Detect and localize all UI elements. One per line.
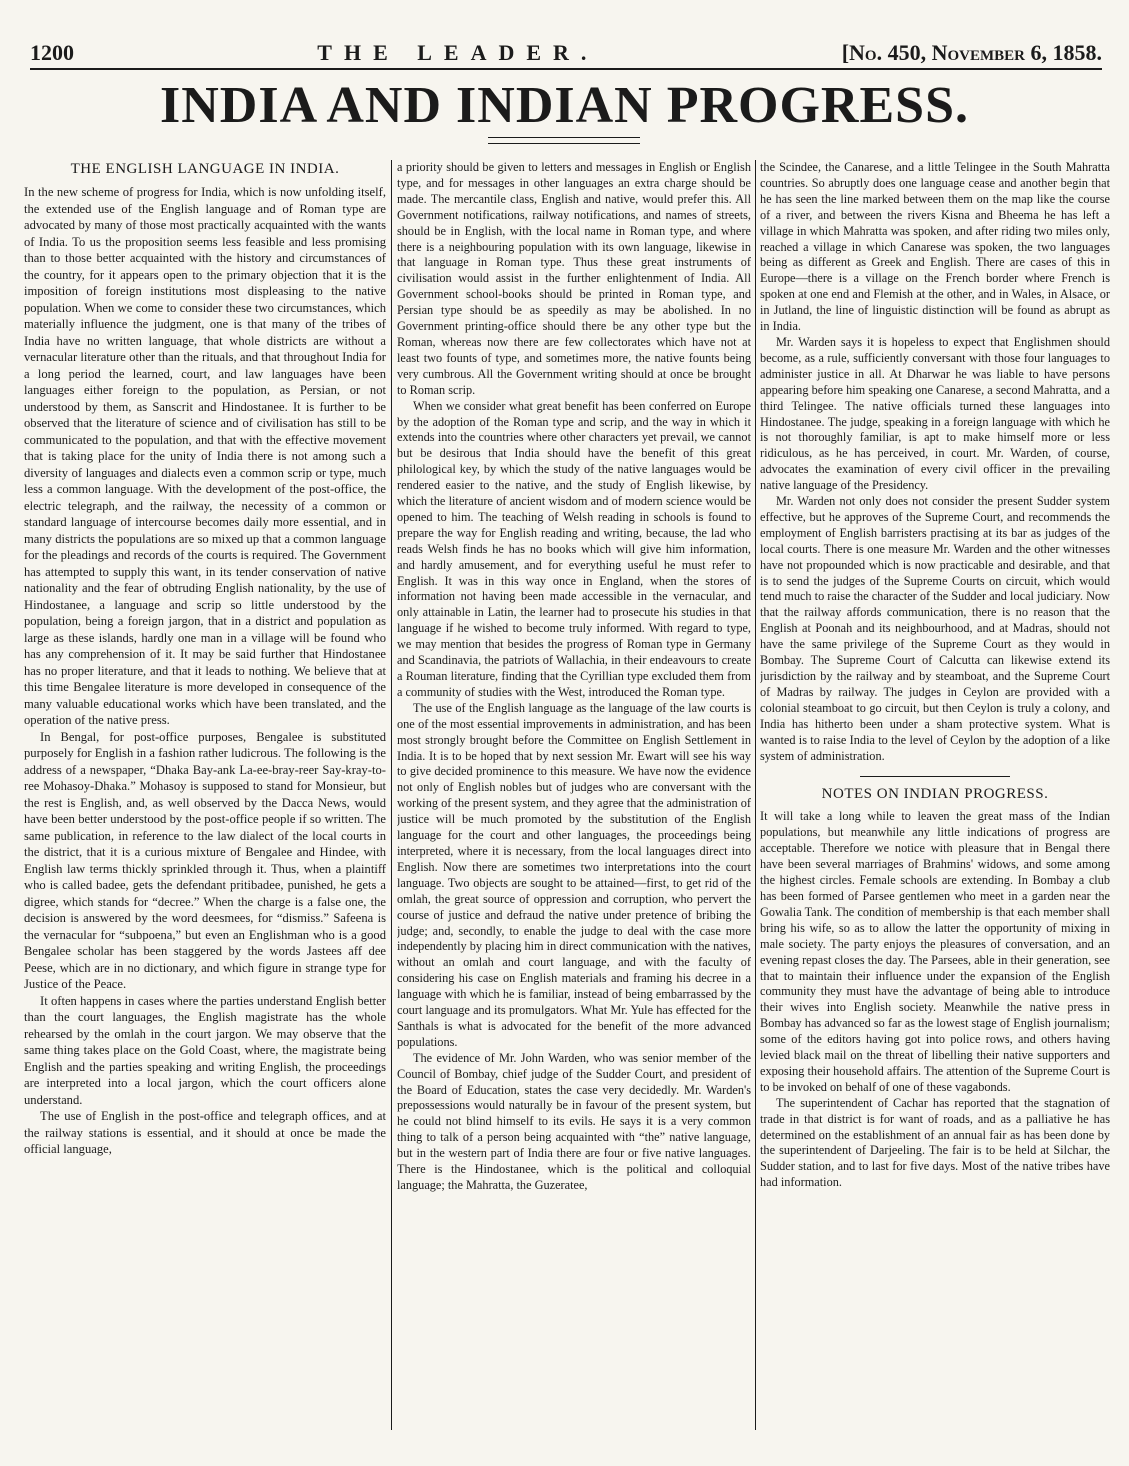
newspaper-name: THE LEADER. bbox=[317, 40, 599, 65]
paragraph: Mr. Warden says it is hopeless to expect that Englishmen should become, as a rule, sufficiently conversant with those four languages to administer justice in all. At Dharwar he was liable to have persons appearing before him speaking one Canarese, a second Mahratta, and a third Telingee. The native officials turned these languages into Hindostanee. The judge, speaking in a foreign language with which he is not thoroughly familiar, is apt to make himself more or less ridiculous, as he has perceived, in court. Mr. Warden, of course, advocates the examination of every civil officer in the prevailing native language of the Presidency. bbox=[760, 334, 1110, 493]
article-separator bbox=[860, 776, 1010, 777]
paragraph: In Bengal, for post-office purposes, Bengalee is substituted purposely for English in a fashion rather ludicrous. The following is the address of a newspaper, “Dhaka Bay-ank La-ee-bray-reer Say-kray-to-ree Mohasoy-Dhaka.” Mohasoy is supposed to stand for Monsieur, but the rest is English, and, as well observed by the Dacca News, would have been better understood by the post-office people if so written. The same publication, in reference to the law dialect of the local courts in the district, that it is a curious mixture of Bengalee and Hindee, with English law terms thickly sprinkled through it. Thus, when a plaintiff who is called badee, gets the defendant pritibadee, punished, he gets a digree, which stands for “decree.” When the charge is a false one, the decision is answered by the word deesmees, for “dismiss.” Safeena is the vernacular for “subpoena,” but even an Englishman who is a good Bengalee scholar has been staggered by the words Jastees aff dee Peese, which are in no dictionary, and which figure in strange type for Justice of the Peace. bbox=[24, 729, 386, 991]
column-rule bbox=[755, 160, 756, 1430]
column-rule bbox=[391, 160, 392, 1430]
paragraph: the Scindee, the Canarese, and a little Telingee in the South Mahratta countries. So abruptly does one language cease and another begin that he has seen the line marked between them on the map like the course of a river, and between the rivers Kisna and Bheema he has left a village in which Mahratta was spoken, and after riding two miles only, reached a village in which Canarese was spoken, the two languages being as different as Greek and English. There are cases of this in Europe—there is a village on the French border where French is spoken at one end and Flemish at the other, and in Wales, in Alsace, or in Jutland, the line of linguistic distinction will be found as abrupt as in India. bbox=[760, 160, 1110, 334]
paragraph: The superintendent of Cachar has reported that the stagnation of trade in that district is for want of roads, and as a palliative he has determined on the establishment of an annual fair as has been done by the superintendent of Darjeeling. The fair is to be held at Silchar, the Sudder station, and to last for five days. Most of the native tribes have had information. bbox=[760, 1095, 1110, 1190]
paragraph: a priority should be given to letters and messages in English or English type, and for messages in other languages an extra charge should be made. The mercantile class, English and native, would prefer this. All Government notifications, railway notifications, and names of streets, should be in English, with the local name in Roman type, and where there is a neighbouring population with its own language, likewise in that language in Roman type. Thus these great instruments of civilisation would assist in the further enlightenment of India. All Government school-books should be printed in Roman type, and Persian type should be as speedily as may be abolished. In no Government printing-office should there be any other type but the Roman, whereas now there are few collectorates which have not at least two founts of type, and sometimes more, the native founts being very cumbrous. All the Government writing should at once be brought to Roman scrip. bbox=[397, 160, 751, 397]
article-title-english-language: THE ENGLISH LANGUAGE IN INDIA. bbox=[70, 161, 340, 177]
page-number: 1200 bbox=[30, 40, 74, 65]
column-3 bbox=[760, 160, 1110, 1430]
issue-info: [No. 450, November 6, 1858. bbox=[841, 40, 1102, 65]
paragraph: The use of English in the post-office and telegraph offices, and at the railway stations is essential, and it should at once be made the official language, bbox=[24, 1109, 386, 1156]
article-title-notes: NOTES ON INDIAN PROGRESS. bbox=[821, 786, 1049, 803]
column-1 bbox=[24, 160, 386, 1430]
page-title: INDIA AND INDIAN PROGRESS. bbox=[159, 77, 970, 134]
paragraph: It will take a long while to leaven the great mass of the Indian populations, but meanwhile any little indications of progress are acceptable. Therefore we notice with pleasure that in Bengal there have been several marriages of Brahmins' widows, and some among the highest circles. Female schools are extending. In Bombay a club has been formed of Parsee gentlemen who meet in a garden near the Gowalia Tank. The condition of membership is that each member shall bring his wife, so as to allow the latter the opportunity of mixing in male society. The party enjoys the pleasures of conversation, and an evening repast closes the day. The Parsees, able in their generation, see that to maintain their influence under the expansion of the English community they must have the advantage of being able to introduce their wives into English society. Meanwhile the native press in Bombay has advanced so far as the lowest stage of English journalism; some of the editors having got into police rows, and others having levied black mail on the threat of libelling their native supporters and exposing their household affairs. The attention of the Supreme Court is to be invoked on behalf of one of these vagabonds. bbox=[760, 809, 1110, 1094]
paragraph: When we consider what great benefit has been conferred on Europe by the adoption of the Roman type and scrip, and the way in which it extends into the countries where other characters yet prevail, we cannot but be desirous that India should have the benefit of this great philological key, by which the study of the native languages would be rendered easier to the native, and the study of English likewise, by which the literature of ancient wisdom and of modern science would be opened to him. The teaching of Welsh reading in schools is found to prepare the way for English reading and writing, because, the lad who reads Welsh finds he has no books which will give him information, and hardly amusement, and for everything useful he must refer to English. It was in this way once in England, when the stores of information not having been made accessible in the vernacular, and only attainable in Latin, the learner had to prosecute his studies in that language if he wished to become truly informed. With regard to type, we may mention that besides the progress of Roman type in Germany and Scandinavia, the patriots of Wallachia, in their endeavours to create a Rouman literature, finding that the Cyrillian type excluded them from a community of studies with the West, introduced the Roman type. bbox=[397, 398, 751, 699]
paragraph: The evidence of Mr. John Warden, who was senior member of the Council of Bombay, chief judge of the Sudder Court, and president of the Board of Education, states the case very decidedly. Mr. Warden's prepossessions would naturally be in favour of the present system, but he could not blind himself to its evils. He says it is a very common thing to talk of a person being acquainted with “the” native language, but in the western part of India there are four or five native languages. There is the Hindostanee, which is the political and colloquial language; the Mahratta, the Guzeratee, bbox=[397, 1050, 751, 1192]
column-2 bbox=[397, 160, 751, 1430]
title-rule bbox=[488, 137, 640, 144]
paragraph: The use of the English language as the language of the law courts is one of the most essential improvements in administration, and has been most strongly brought before the Committee on English Settlement in India. It is to be hoped that by next session Mr. Ewart will see his way to give decided prominence to this measure. We have now the evidence not only of English nobles but of judges who are conversant with the working of the present system, and they agree that the administration of justice will be much promoted by the substitution of the English language for the court and other languages, the proceedings being interpreted, where it is necessary, from the local languages direct into English. Now there are sometimes two interpretations into the court language. Two objects are sought to be attained—first, to get rid of the omlah, the great source of oppression and corruption, who pervert the course of justice and defraud the native under pretence of bribing the judge; and, secondly, to enable the judge to deal with the case more independently by placing him in direct communication with the natives, without an omlah and court language, and with the faculty of considering his case on English materials and framing his decree in a language with which he is familiar, instead of being embarrassed by the court language and its promulgators. What Mr. Yule has effected for the Santhals is what is advocated for the benefit of the more advanced populations. bbox=[397, 700, 751, 1049]
paragraph: Mr. Warden not only does not consider the present Sudder system effective, but he approves of the Supreme Court, and recommends the employment of English barristers practising at its bar as judges of the local courts. There is one measure Mr. Warden and the other witnesses have not propounded which is now practicable and desirable, and that is to send the judges of the Supreme Courts on circuit, which would tend much to raise the character of the Sudder and local judiciary. Now that the railway affords communication, there is no reason that the English at Poonah and its neighbourhood, and at Madras, should not have the same privilege of the Supreme Court as they would in Bombay. The Supreme Court of Calcutta can likewise extend its jurisdiction by the railway and by steamboat, and the Supreme Court of Madras by railway. The judges in Ceylon are provided with a colonial steamboat to go circuit, but then Ceylon is truly a colony, and India has hitherto been under a sham protective system. What is wanted is to raise India to the level of Ceylon by the adoption of a like system of administration. bbox=[760, 494, 1110, 763]
paragraph: It often happens in cases where the parties understand English better than the court languages, the English magistrate has the whole rehearsed by the omlah in the court jargon. We may observe that the same thing takes place on the Gold Coast, where, the magistrate being English and the parties speaking and writing English, the proceedings are interpreted into a local jargon, which the court officers alone understand. bbox=[24, 993, 386, 1107]
paragraph: In the new scheme of progress for India, which is now unfolding itself, the extended use of the English language and of Roman type are advocated by many of those most practically acquainted with the wants of India. To us the proposition seems less feasible and less promising than to those better acquainted with the history and circumstances of the country, for it appears open to the primary objection that it is the imposition of foreign institutions most displeasing to the native population. When we come to consider these two circumstances, which materially influence the judgment, one is that many of the tribes of India have no written language, that whole districts are without a vernacular literature other than the rituals, and that throughout India for a long period the learned, court, and law languages have been languages either foreign to the population, as Persian, or not understood by them, as Sanscrit and Hindostanee. It is further to be observed that the literature of science and of civilisation has still to be communicated to the population, and that with the effective movement that is taking place for the unity of India there is not among such a diversity of languages and dialects even a common scrip or type, much less a common language. With the development of the post-office, the electric telegraph, and the railway, the necessity of a common or standard language of intercourse becomes daily more essential, and in many districts the populations are so mixed up that a common language for the pleadings and records of the courts is required. The Government has attempted to supply this want, in its tender conservation of native nationality and the fear of obtruding English nationality, by the use of Hindostanee, a language and scrip so little understood by the population, being a foreign jargon, that in a district and population as large as these islands, hardly one man in a village will be found who has any comprehension of it. It may be said further that Hindostanee has no proper literature, and that it leads to nothing. We believe that at this time Bengalee literature is more developed in consequence of the many valuable educational works which have been translated, and the operation of the native press. bbox=[24, 185, 386, 727]
page-header bbox=[30, 30, 1102, 70]
